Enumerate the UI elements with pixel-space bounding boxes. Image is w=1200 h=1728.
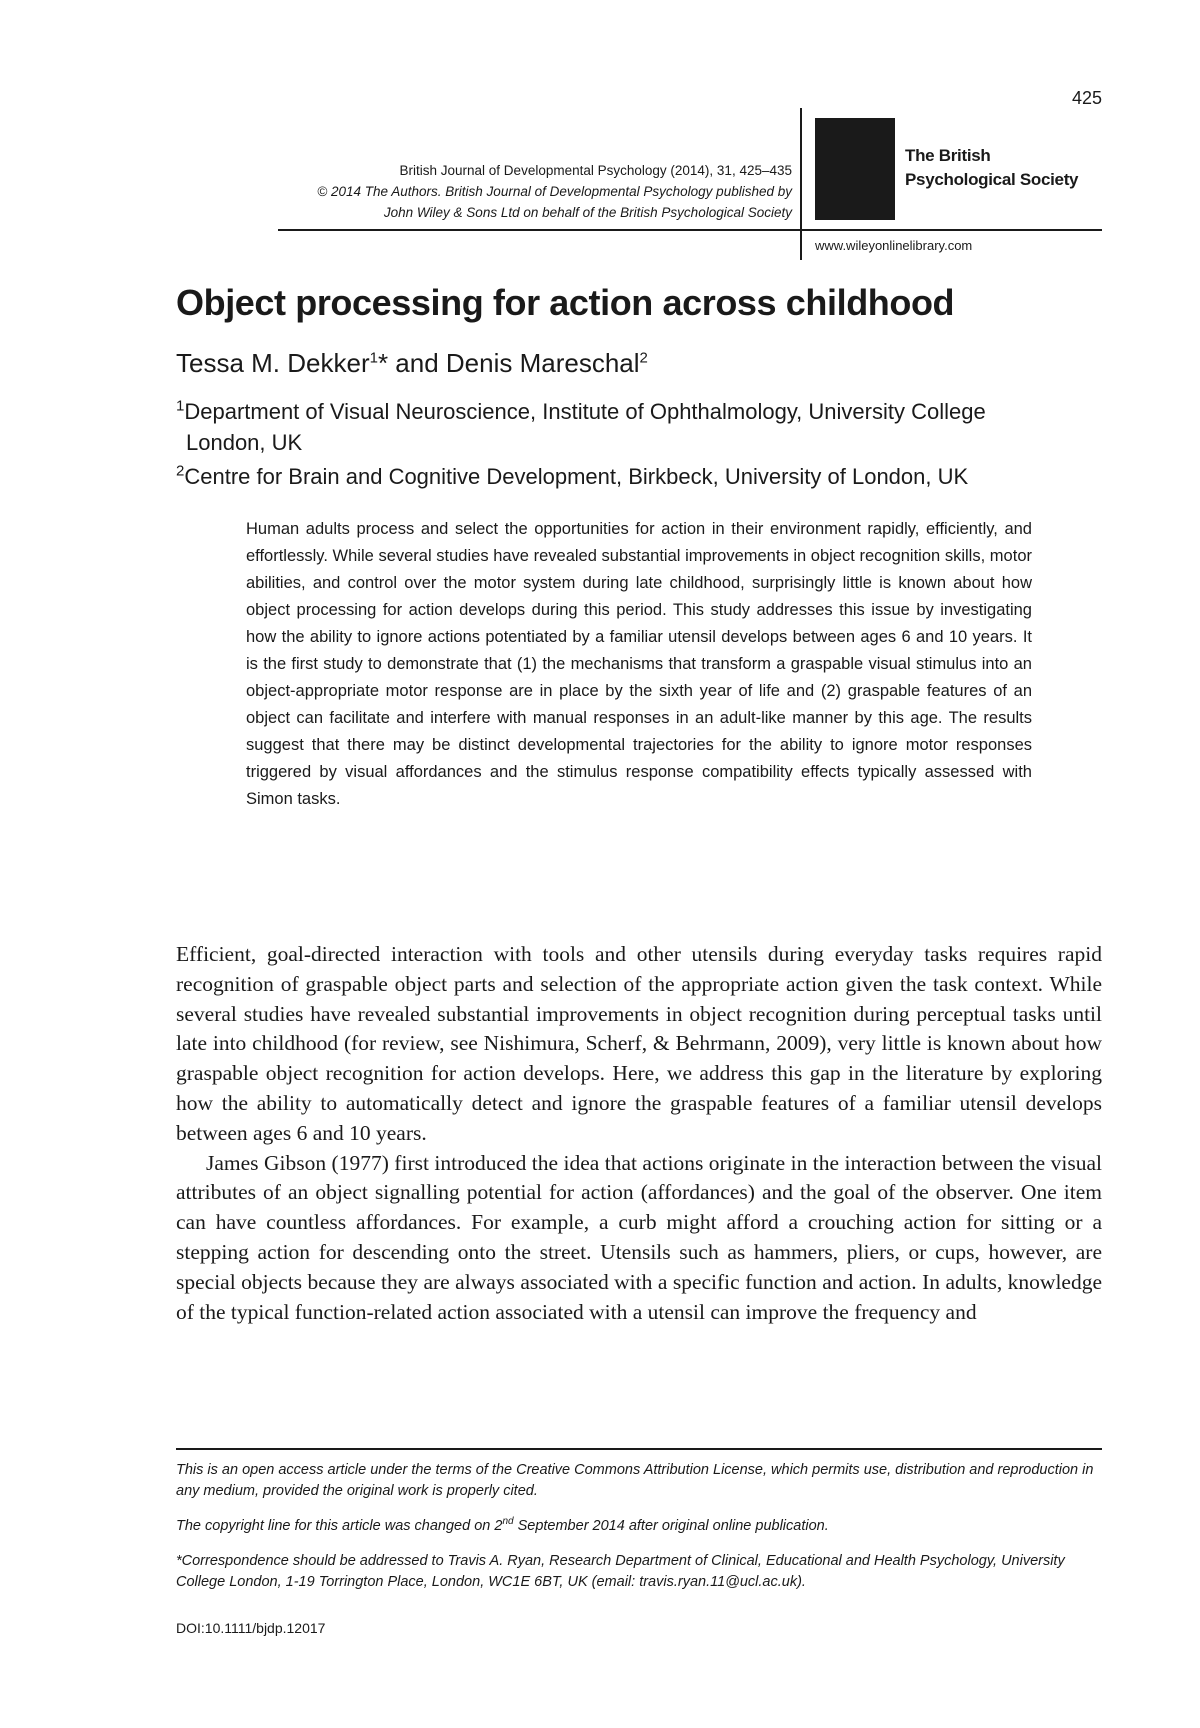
corresponding-star: * (377, 348, 389, 378)
logo-line-1: The British (905, 146, 991, 165)
header-vertical-divider (800, 108, 802, 260)
body-text (176, 940, 1102, 1327)
copyright-change-text: The copyright line for this article was changed on 2 (176, 1518, 503, 1534)
body-paragraph-1: Efficient, goal-directed interaction with tools and other utensils during everyday tasks requires rapid recognition of graspable object parts and selection of the appropriate action given the task context. While several studies have revealed substantial improvements in object recognition during perceptual tasks until late into childhood (for review, see Nishimura, Scherf, & Behrmann, 2009), very little is known about how graspable object recognition for action develops. Here, we address this gap in the literature by exploring how the ability to automatically detect and ignore the graspable features of a familiar utensil develops between ages 6 and 10 years. (176, 942, 1102, 1145)
copyright-line-1: © 2014 The Authors. British Journal of Developmental Psychology published by (317, 184, 792, 199)
copyright-change-text-end: September 2014 after original online publication. (513, 1518, 829, 1534)
bps-logo-text (905, 144, 1105, 192)
page-number: 425 (1071, 88, 1102, 108)
copyright-change-sup: nd (502, 1516, 514, 1528)
copyright-line-2: John Wiley & Sons Ltd on behalf of the British Psychological Society (383, 205, 792, 220)
affiliation-2-text: Centre for Brain and Cognitive Development, Birkbeck, University of London, UK (184, 464, 969, 489)
footnotes (176, 1460, 1102, 1607)
author-join: and (388, 348, 446, 378)
affiliation-1-line-1: Department of Visual Neuroscience, Institute of Ophthalmology, University College (184, 399, 986, 424)
header-horizontal-divider (278, 229, 1102, 231)
article-title: Object processing for action across childhood (176, 282, 955, 323)
doi[interactable]: DOI:10.1111/bjdp.12017 (176, 1620, 326, 1636)
author-2-affil-mark: 2 (639, 349, 648, 367)
footnote-correspondence: *Correspondence should be addressed to Travis A. Ryan, Research Department of Clinical, Educational and Health Psychology, University College London, 1-19 Torrington Place, London, WC1E 6BT, UK (email: travis.ryan.11@ucl.ac.uk). (176, 1553, 1065, 1590)
abstract: Human adults process and select the opportunities for action in their environment rapidly, efficiently, and effortlessly. While several studies have revealed substantial improvements in object recognition skills, motor abilities, and control over the motor system during late childhood, surprisingly little is known about how object processing for action develops during this period. This study addresses this issue by investigating how the ability to ignore actions potentiated by a familiar utensil develops between ages 6 and 10 years. It is the first study to demonstrate that (1) the mechanisms that transform a graspable visual stimulus into an object-appropriate motor response are in place by the sixth year of life and (2) graspable features of an object can facilitate and interfere with manual responses in an adult-like manner by this age. The results suggest that there may be distinct developmental trajectories for the ability to ignore motor responses triggered by visual affordances and the stimulus response compatibility effects typically assessed with Simon tasks. (246, 520, 1032, 808)
logo-line-2: Psychological Society (905, 170, 1079, 189)
affiliation-1-mark: 1 (176, 397, 185, 415)
affiliation-2 (176, 461, 1106, 492)
author-1-affil-mark: 1 (369, 349, 378, 367)
affiliation-1-line-2: London, UK (186, 430, 303, 455)
footnote-copyright-change (176, 1516, 1102, 1537)
journal-line: British Journal of Developmental Psychology (2014), 31, 425–435 (399, 163, 792, 178)
author-mareschal: Denis Mareschal (445, 348, 640, 378)
footnote-open-access: This is an open access article under the terms of the Creative Commons Attribution License, which permits use, distribution and reproduction in any medium, provided the original work is properly cited. (176, 1462, 1094, 1499)
affiliation-2-mark: 2 (176, 462, 185, 480)
website-link[interactable]: www.wileyonlinelibrary.com (815, 238, 973, 253)
journal-citation (270, 160, 792, 223)
affiliation-1 (176, 396, 1106, 458)
author-dekker: Tessa M. Dekker (176, 348, 370, 378)
author-line (176, 348, 1106, 379)
footnote-divider (176, 1448, 1102, 1450)
body-paragraph-2: James Gibson (1977) first introduced the idea that actions originate in the interaction between the visual attributes of an object signalling potential for action (affordances) and the goal of the observer. One item can have countless affordances. For example, a curb might afford a crouching action for sitting or a stepping action for descending onto the street. Utensils such as hammers, pliers, or cups, however, are special objects because they are always associated with a specific function and action. In adults, knowledge of the typical function-related action associated with a utensil can improve the frequency and (176, 1150, 1102, 1324)
bps-logo-icon (815, 118, 895, 220)
